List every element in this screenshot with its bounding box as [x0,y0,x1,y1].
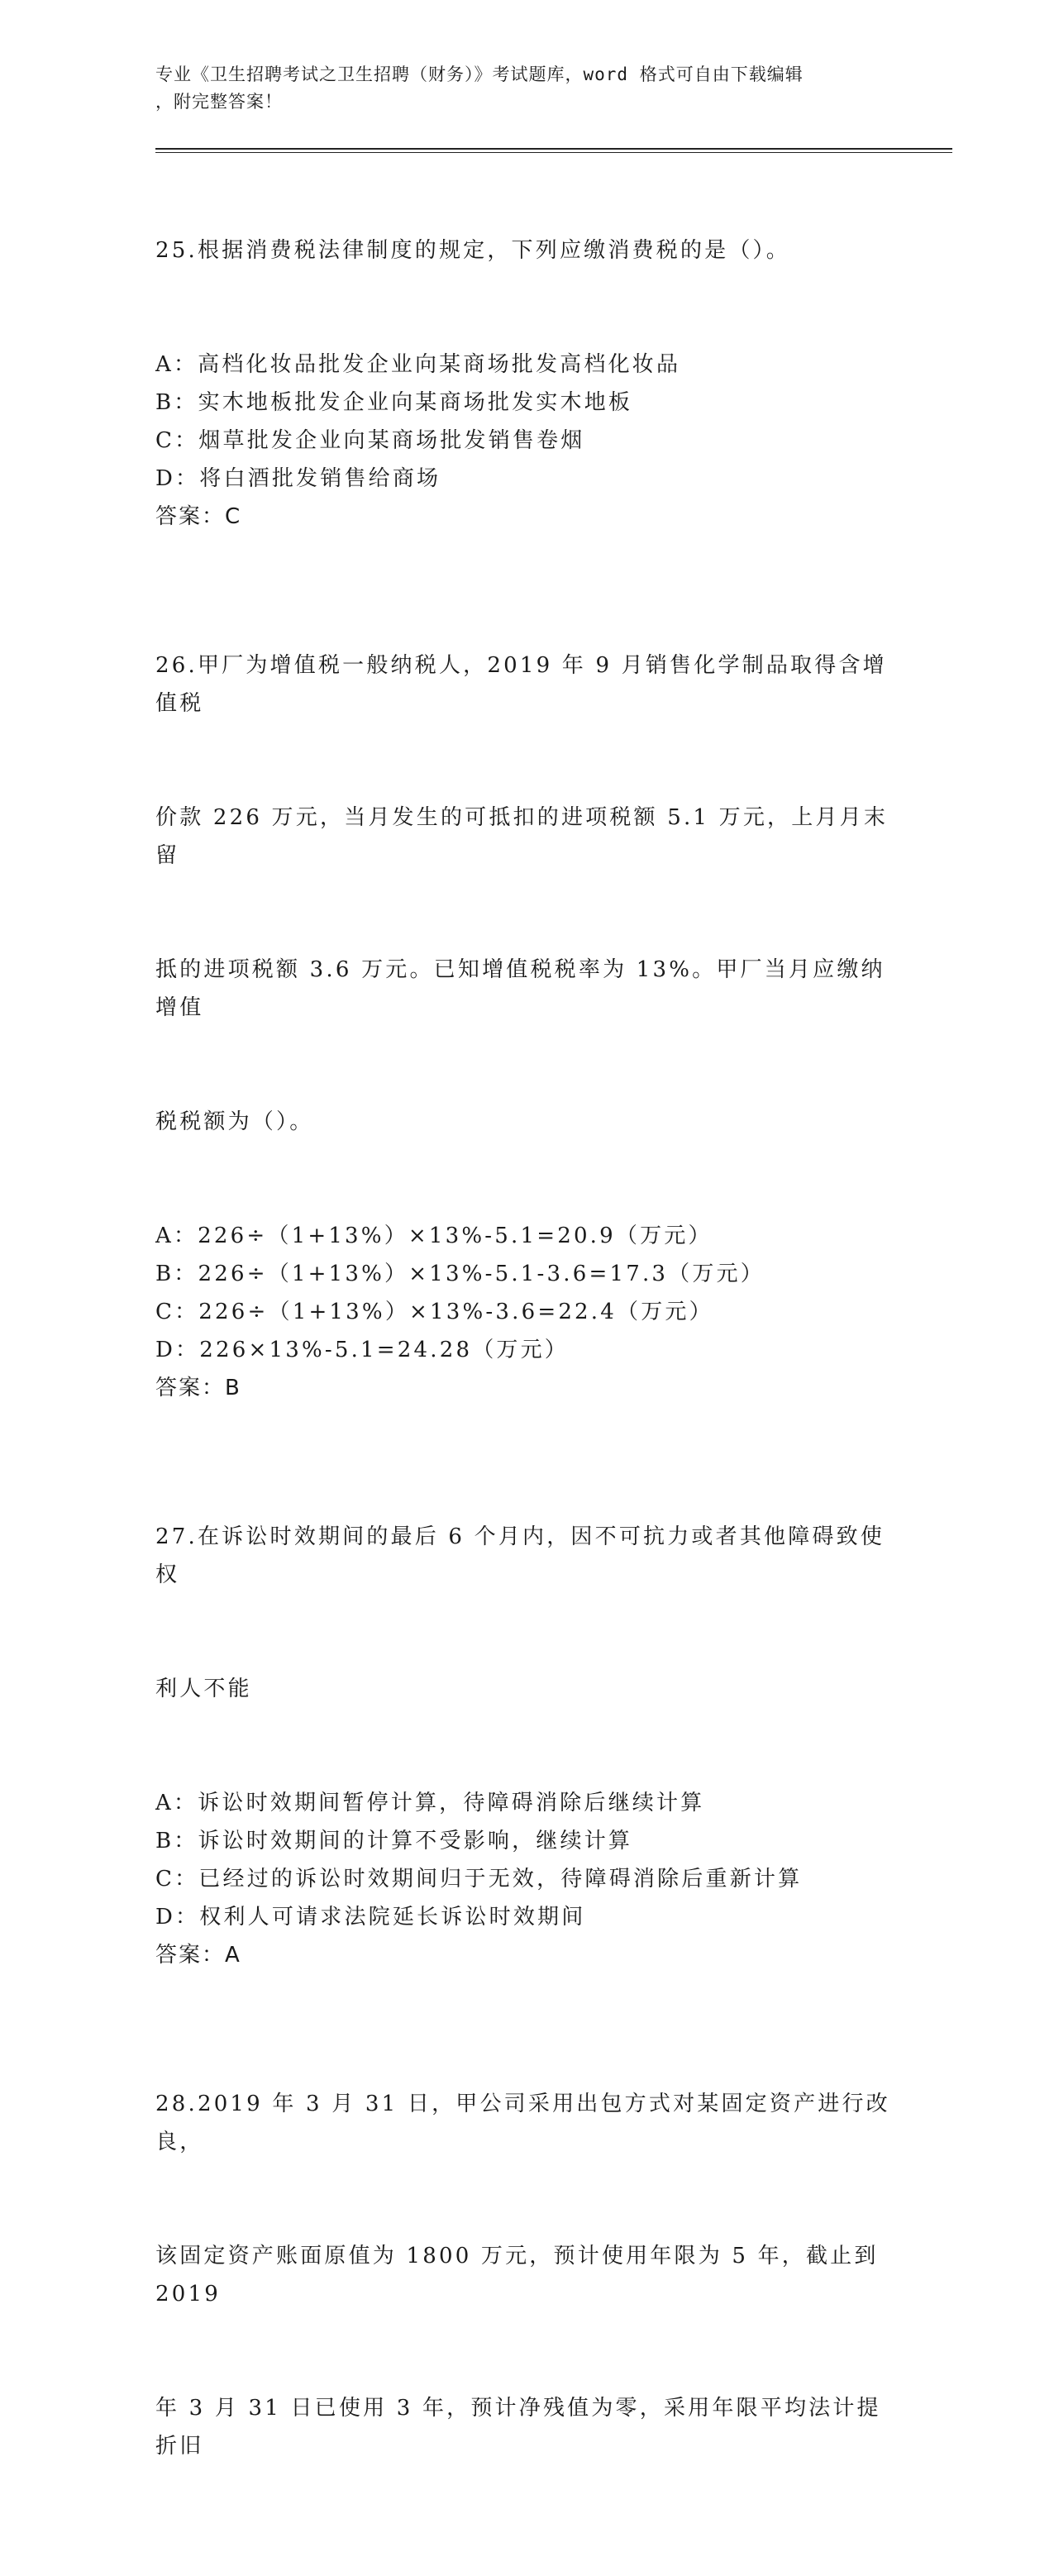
stem-line: 利人不能 [155,1677,252,1701]
stem-line: 28.2019 年 3 月 31 日，甲公司采用出包方式对某固定资产进行改良， [155,2092,890,2154]
stem-line: 25.根据消费税法律制度的规定，下列应缴消费税的是（）。 [155,238,790,263]
stem-line: 26.甲厂为增值税一般纳税人，2019 年 9 月销售化学制品取得含增值税 [155,653,887,716]
header-divider-thin [155,152,952,153]
option-b: B：诉讼时效期间的计算不受影响，继续计算 [155,1829,633,1853]
answer: 答案：C [155,504,242,529]
answer: 答案：A [155,1943,241,1968]
option-d: D：权利人可请求法院延长诉讼时效期间 [155,1905,586,1930]
option-b: B：实木地板批发企业向某商场批发实木地板 [155,390,633,415]
option-a: A：诉讼时效期间暂停计算，待障碍消除后继续计算 [155,1791,705,1815]
stem-line: 年 3 月 31 日已使用 3 年，预计净残值为零，采用年限平均法计提折旧 [155,2396,881,2459]
question-stem [155,155,899,346]
option-d: D：将白酒批发销售给商场 [155,466,441,491]
question-27 [155,1442,899,1974]
question-25 [155,155,899,536]
stem-line: 抵的进项税额 3.6 万元。已知增值税税率为 13%。甲厂当月应缴纳增值 [155,957,885,1020]
option-c: C：已经过的诉讼时效期间归于无效，待障碍消除后重新计算 [155,1867,803,1891]
stem-line: 价款 226 万元，当月发生的可抵扣的进项税额 5.1 万元，上月月末留 [155,805,889,868]
question-list [155,155,899,2576]
stem-line: 27.在诉讼时效期间的最后 6 个月内，因不可抗力或者其他障碍致使权 [155,1524,885,1587]
question-28 [155,2009,899,2541]
option-a: A：226÷（1+13%）×13%-5.1=20.9（万元） [155,1224,713,1248]
header-divider-thick [155,148,952,150]
question-stem [155,2009,899,2541]
option-c: C：烟草批发企业向某商场批发销售卷烟 [155,428,585,453]
header-line-1: 专业《卫生招聘考试之卫生招聘（财务）》考试题库，word 格式可自由下载编辑 [155,64,804,84]
answer: 答案：B [155,1376,241,1400]
question-26 [155,570,899,1407]
question-stem [155,570,899,1217]
option-b: B：226÷（1+13%）×13%-5.1-3.6=17.3（万元） [155,1262,765,1286]
document-header [155,61,899,116]
option-c: C：226÷（1+13%）×13%-3.6=22.4（万元） [155,1300,713,1324]
option-d: D：226×13%-5.1=24.28（万元） [155,1338,569,1362]
option-a: A：高档化妆品批发企业向某商场批发高档化妆品 [155,352,681,377]
question-stem [155,1442,899,1784]
header-line-2: ，附完整答案！ [155,92,283,112]
stem-line: 该固定资产账面原值为 1800 万元，预计使用年限为 5 年，截止到 2019 [155,2244,889,2306]
stem-line: 税税额为（）。 [155,1109,314,1134]
